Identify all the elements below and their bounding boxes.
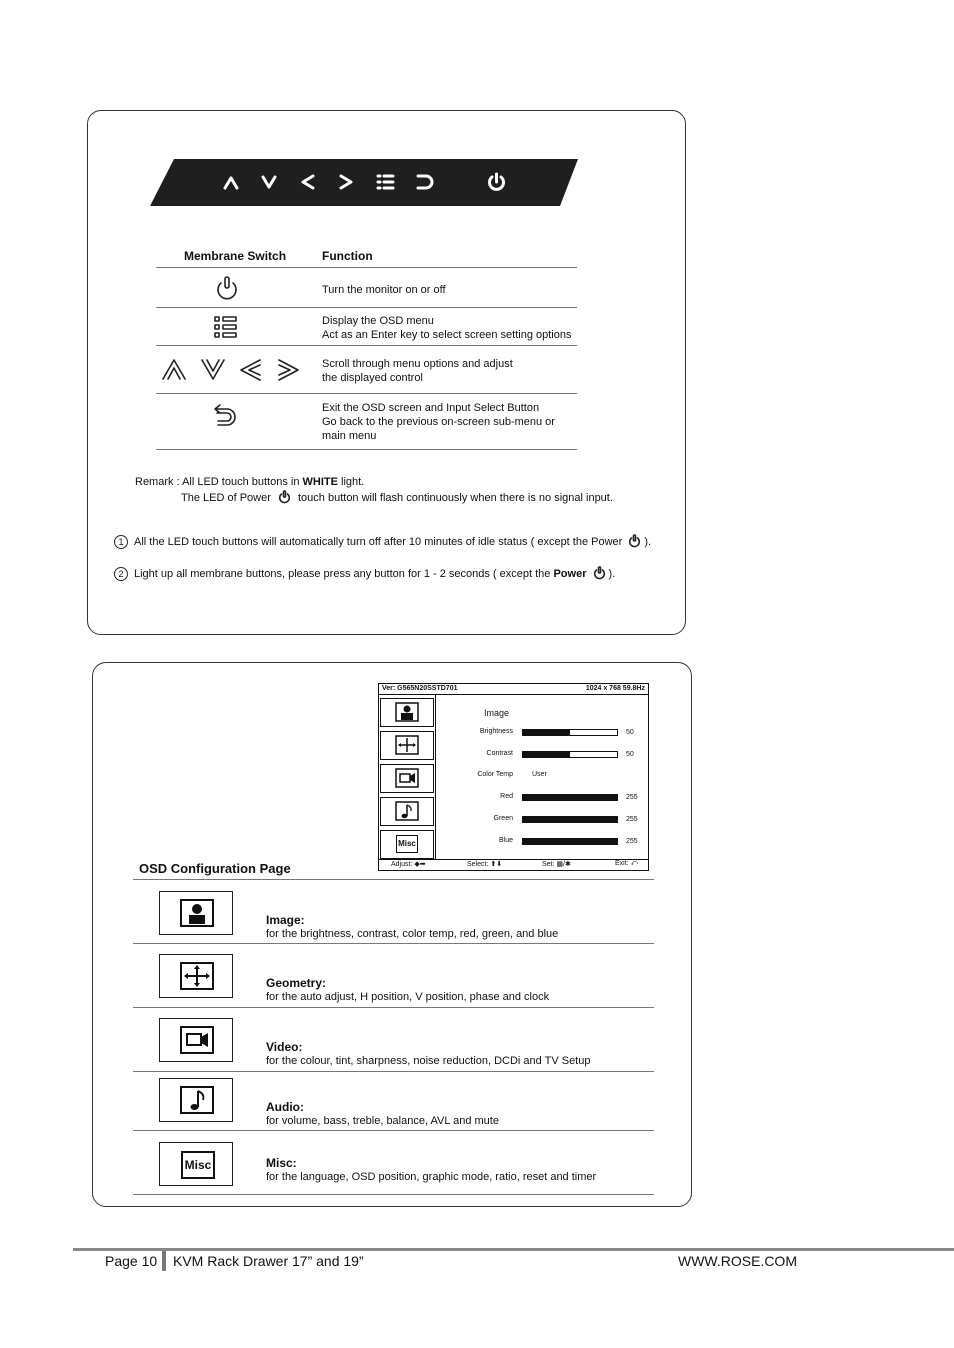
remark-line-1: Remark : All LED touch buttons in WHITE light. — [135, 476, 365, 488]
config-rule — [133, 1007, 654, 1008]
config-item-misc-title: Misc: — [266, 1156, 297, 1170]
config-rule — [133, 1130, 654, 1131]
arrow-touch-icons — [160, 357, 302, 383]
osd-red-bar[interactable] — [522, 794, 618, 801]
note-1: 1 All the LED touch buttons will automatically turn off after 10 minutes of idle status ( except the Power ). — [114, 534, 651, 549]
remark-line-2: The LED of Power touch button will flash continuously when there is no signal input. — [181, 492, 613, 504]
image-icon — [160, 892, 232, 934]
video-icon — [381, 765, 433, 792]
misc-icon: Misc — [181, 1151, 215, 1179]
osd-colortemp-value[interactable]: User — [532, 771, 547, 778]
row-return-function-2: Go back to the previous on-screen sub-menu or — [322, 416, 555, 428]
audio-icon — [381, 798, 433, 825]
return-touch-icon — [212, 403, 238, 427]
audio-icon — [160, 1079, 232, 1121]
table-rule — [156, 449, 577, 450]
config-item-video-desc: for the colour, tint, sharpness, noise reduction, DCDi and TV Setup — [266, 1055, 591, 1067]
osd-brightness-value: 50 — [626, 729, 634, 736]
osd-screen — [378, 683, 649, 871]
down-arrow-icon — [202, 360, 224, 379]
osd-blue-bar[interactable] — [522, 838, 618, 845]
config-icon-box-image — [159, 891, 233, 935]
row-return-function-3: main menu — [322, 430, 377, 442]
config-item-geometry-desc: for the auto adjust, H position, V position, phase and clock — [266, 991, 550, 1003]
footer-product: KVM Rack Drawer 17” and 19” — [173, 1253, 364, 1269]
geometry-icon — [160, 955, 232, 997]
right-arrow-icon — [279, 360, 298, 380]
osd-resolution: 1024 x 768 59.8Hz — [585, 685, 645, 692]
up-arrow-icon — [163, 360, 185, 379]
osd-brightness-bar[interactable] — [522, 729, 618, 736]
osd-tab-misc[interactable] — [380, 830, 434, 859]
config-item-misc-desc: for the language, OSD position, graphic mode, ratio, reset and timer — [266, 1171, 597, 1183]
row-arrows-function-2: the displayed control — [322, 372, 423, 384]
menu-touch-icon — [214, 316, 238, 338]
video-icon — [160, 1019, 232, 1061]
power-icon — [278, 490, 291, 503]
power-icon — [628, 534, 641, 547]
osd-section-title: Image — [484, 708, 510, 718]
config-icon-box-video — [159, 1018, 233, 1062]
left-arrow-icon — [241, 360, 260, 380]
footer-rule — [73, 1248, 954, 1251]
table-rule — [156, 345, 577, 346]
osd-tab-video[interactable] — [380, 764, 434, 793]
config-item-geometry-title: Geometry: — [266, 976, 327, 990]
osd-tab-image[interactable] — [380, 698, 434, 727]
osd-colortemp-label: Color Temp — [477, 771, 513, 778]
header-function: Function — [322, 249, 373, 263]
osd-footer-exit: Exit: ⤺ — [615, 860, 639, 867]
row-return-function-1: Exit the OSD screen and Input Select Button — [322, 402, 540, 414]
geometry-icon — [381, 732, 433, 759]
config-icon-box-audio — [159, 1078, 233, 1122]
row-arrows-function-1: Scroll through menu options and adjust — [322, 358, 513, 370]
osd-tab-audio[interactable] — [380, 797, 434, 826]
osd-green-value: 255 — [626, 816, 638, 823]
row-power-function: Turn the monitor on or off — [322, 284, 446, 296]
config-title: OSD Configuration Page — [139, 861, 291, 876]
config-item-audio-desc: for volume, bass, treble, balance, AVL and mute — [266, 1115, 499, 1127]
osd-footer-adjust: Adjust: ◆➡ — [391, 861, 426, 868]
osd-red-value: 255 — [626, 794, 638, 801]
header-membrane-switch: Membrane Switch — [184, 249, 287, 263]
osd-contrast-value: 50 — [626, 751, 634, 758]
osd-contrast-bar[interactable] — [522, 751, 618, 758]
config-rule — [133, 1071, 654, 1072]
image-icon — [381, 699, 433, 726]
config-item-audio-title: Audio: — [266, 1100, 304, 1114]
misc-icon: Misc — [396, 835, 418, 853]
config-rule — [133, 879, 654, 880]
power-icon — [593, 566, 606, 579]
osd-blue-value: 255 — [626, 838, 638, 845]
note-2: 2 Light up all membrane buttons, please press any button for 1 - 2 seconds ( except the Power ). — [114, 566, 615, 581]
table-rule — [156, 267, 577, 268]
table-rule — [156, 307, 577, 308]
osd-blue-label: Blue — [498, 837, 513, 844]
note-number-1: 1 — [114, 535, 128, 549]
osd-footer-set: Set: ▦/✱ — [542, 861, 571, 868]
power-touch-icon — [214, 275, 240, 301]
row-menu-function-1: Display the OSD menu — [322, 315, 434, 327]
osd-brightness-label: Brightness — [479, 728, 513, 735]
osd-version: Ver: G565N20SSTD701 — [382, 685, 458, 692]
table-rule — [156, 393, 577, 394]
config-item-video-title: Video: — [266, 1040, 303, 1054]
osd-green-bar[interactable] — [522, 816, 618, 823]
config-icon-box-geometry — [159, 954, 233, 998]
config-rule — [133, 1194, 654, 1195]
note-number-2: 2 — [114, 567, 128, 581]
osd-footer-select: Select: ⬆⬇ — [467, 861, 503, 868]
osd-green-label: Green — [493, 815, 513, 822]
config-rule — [133, 943, 654, 944]
config-item-image-title: Image: — [266, 913, 305, 927]
membrane-button-bar — [150, 159, 580, 207]
footer-page-number: Page 10 — [105, 1253, 158, 1269]
row-menu-function-2: Act as an Enter key to select screen setting options — [322, 329, 572, 341]
osd-contrast-label: Contrast — [486, 750, 513, 757]
config-item-image-desc: for the brightness, contrast, color temp, red, green, and blue — [266, 928, 559, 940]
osd-tab-geometry[interactable] — [380, 731, 434, 760]
osd-red-label: Red — [500, 793, 513, 800]
footer-url[interactable]: WWW.ROSE.COM — [678, 1253, 797, 1269]
footer-separator — [162, 1251, 166, 1271]
config-icon-box-misc — [159, 1142, 233, 1186]
